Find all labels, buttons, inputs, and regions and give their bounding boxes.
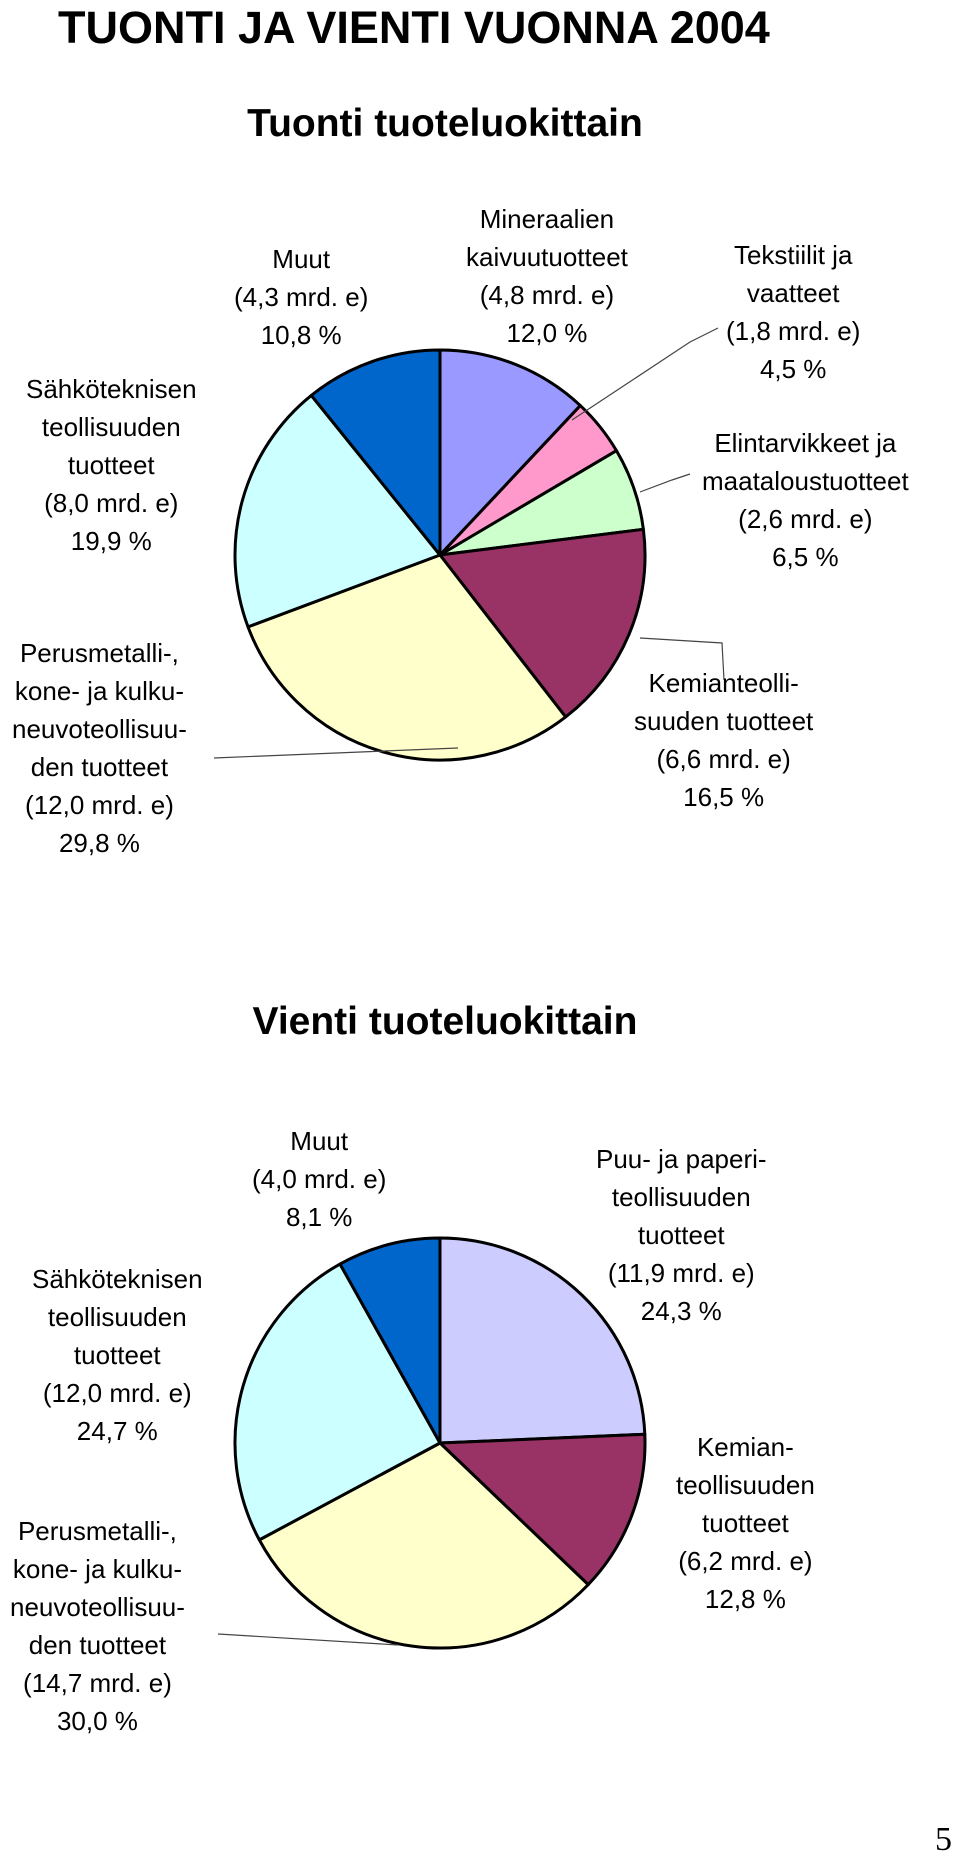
page-title: TUONTI JA VIENTI VUONNA 2004 <box>58 2 770 53</box>
import-leader-food <box>640 474 690 492</box>
export-label-chemicals: Kemian- teollisuuden tuotteet (6,2 mrd. e) 12,8 % <box>676 1432 815 1614</box>
import-label-metal: Perusmetalli-, kone- ja kulku- neuvoteollisuu- den tuotteet (12,0 mrd. e) 29,8 % <box>12 638 187 858</box>
import-label-textiles: Tekstiilit ja vaatteet (1,8 mrd. e) 4,5 % <box>726 240 861 384</box>
import-label-chemicals: Kemianteolli- suuden tuotteet (6,6 mrd. e) 16,5 % <box>634 668 814 812</box>
import-label-minerals: Mineraalien kaivuutuotteet (4,8 mrd. e) 12,0 % <box>466 204 628 348</box>
page-number: 5 <box>935 1821 952 1858</box>
export-chart-title: Vienti tuoteluokittain <box>252 1000 638 1043</box>
export-label-other: Muut (4,0 mrd. e) 8,1 % <box>252 1126 387 1232</box>
import-label-electrical: Sähköteknisen teollisuuden tuotteet (8,0 mrd. e) 19,9 % <box>26 374 197 556</box>
import-label-food: Elintarvikkeet ja maataloustuotteet (2,6 mrd. e) 6,5 % <box>702 428 909 572</box>
import-label-other: Muut (4,3 mrd. e) 10,8 % <box>234 244 369 350</box>
import-chart-title: Tuonti tuoteluokittain <box>247 102 643 145</box>
export-label-metal: Perusmetalli-, kone- ja kulku- neuvoteollisuu- den tuotteet (14,7 mrd. e) 30,0 % <box>10 1516 185 1736</box>
export-label-wood-paper: Puu- ja paperi- teollisuuden tuotteet (11,9 mrd. e) 24,3 % <box>596 1144 767 1326</box>
export-label-electrical: Sähköteknisen teollisuuden tuotteet (12,0 mrd. e) 24,7 % <box>32 1264 203 1446</box>
